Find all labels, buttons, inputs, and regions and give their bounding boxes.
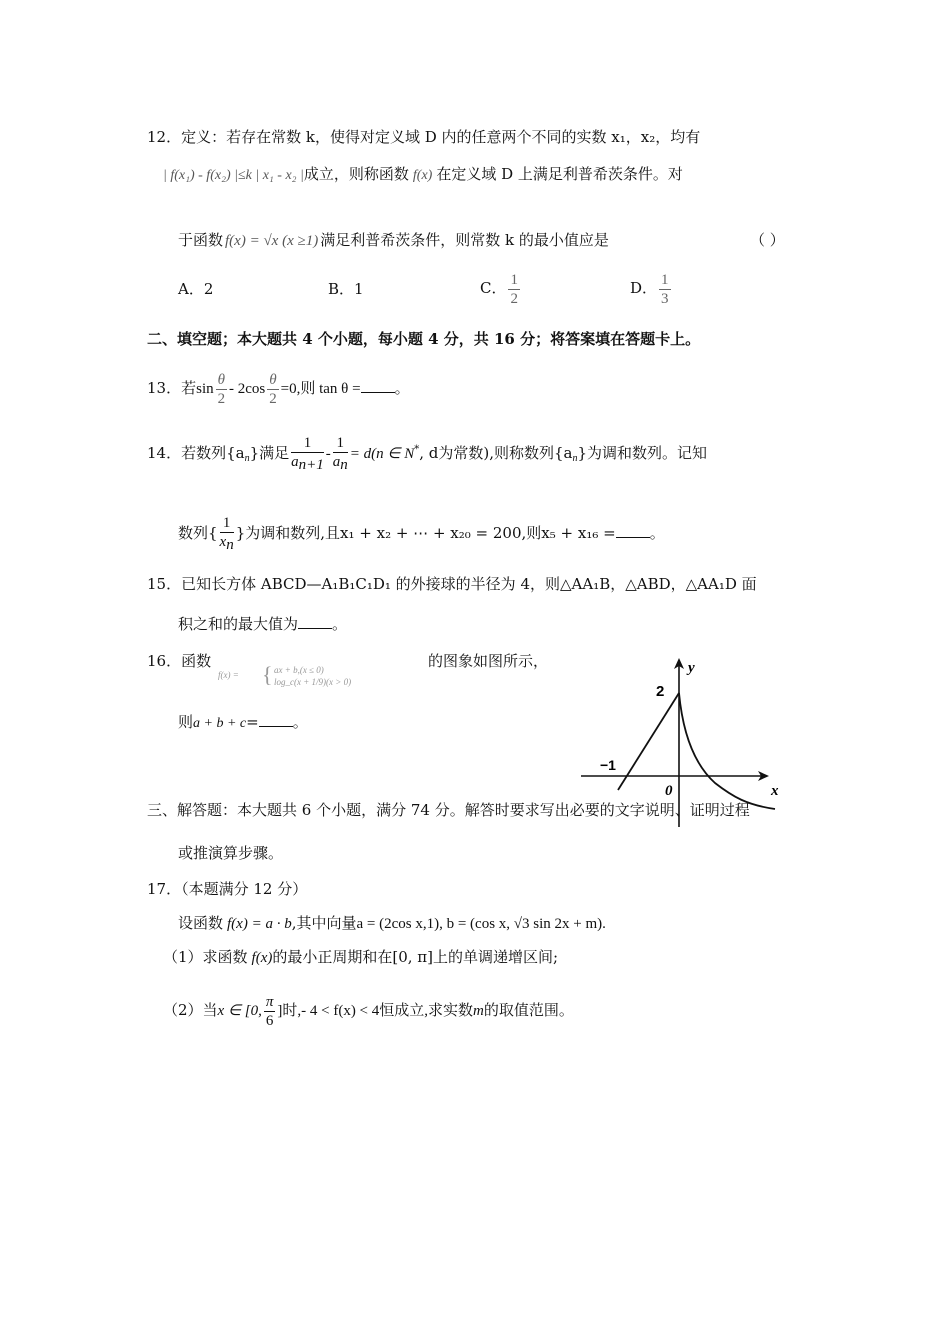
q13-end: =0,则 tan θ = bbox=[280, 381, 361, 397]
q16-line1 bbox=[147, 650, 211, 672]
q12-line1 bbox=[147, 126, 700, 148]
q16-piecewise bbox=[218, 664, 418, 690]
q13-text-a: 若 bbox=[181, 379, 197, 397]
q17-p2-a: （2）当 bbox=[163, 1001, 218, 1019]
q15-line2 bbox=[178, 613, 347, 635]
q12-text-3a: 于函数 bbox=[178, 231, 224, 249]
q17-p2-b: ]时,- 4 < f(x) < 4恒成立,求实数 bbox=[277, 1003, 474, 1019]
q14-text-l2b: }为调和数列,且x₁ + x₂ + ⋯ + x₂₀ = 200,则x₅ + x₁₆ = bbox=[235, 524, 616, 542]
q14-text-e: }为调和数列。记知 bbox=[577, 444, 708, 462]
q15-tail: 。 bbox=[332, 615, 348, 633]
q17-part2 bbox=[163, 988, 574, 1033]
q12-answer-paren: （ ） bbox=[750, 231, 785, 249]
graph-y-tick-2: 2 bbox=[656, 683, 665, 700]
q13-two-2: 2 bbox=[269, 390, 277, 407]
q12-text-1: 定义：若存在常数 k，使得对定义域 D 内的任意两个不同的实数 x₁，x₂，均有 bbox=[181, 128, 701, 146]
q12-number: 12． bbox=[147, 128, 182, 146]
q14-text-l2a: 数列{ bbox=[178, 524, 218, 542]
q13-sin: sin bbox=[196, 381, 214, 397]
q14-tail: 。 bbox=[649, 524, 665, 542]
q14-x-sub: n bbox=[226, 537, 234, 553]
section-2-heading: 二、填空题；本大题共 4 个小题，每小题 4 分，共 16 分；将答案填在答题卡上。 bbox=[147, 330, 701, 348]
q15-answer-blank[interactable] bbox=[298, 614, 332, 629]
q14-frac-2 bbox=[333, 434, 348, 474]
q16-answer-blank[interactable] bbox=[259, 712, 293, 727]
graph-log-piece bbox=[679, 693, 775, 809]
q12-c-numerator: 1 bbox=[510, 271, 518, 288]
q17-points: （本题满分 12 分） bbox=[181, 880, 308, 898]
q16-sum: a + b + c bbox=[193, 716, 247, 731]
q14-frac-1 bbox=[291, 434, 324, 474]
q14-den-1 bbox=[291, 453, 324, 474]
q12-fx: f(x) bbox=[412, 168, 433, 183]
q14-frac-x bbox=[220, 514, 234, 554]
q13-line bbox=[147, 366, 410, 411]
q16-text-l2a: 则 bbox=[178, 713, 194, 731]
q17-p1-b: 的最小正周期和在[0, π]上的单调递增区间; bbox=[272, 948, 559, 966]
q14-den1-sub: n+1 bbox=[298, 457, 324, 473]
q12-option-c-label: C． bbox=[480, 279, 507, 297]
q16-line2 bbox=[178, 711, 308, 735]
q15-text-2: 积之和的最大值为 bbox=[178, 615, 299, 633]
q13-tail: 。 bbox=[394, 379, 410, 397]
q14-den-2 bbox=[333, 453, 348, 474]
q17-text-a: 设函数 bbox=[178, 914, 224, 932]
q14-xn bbox=[220, 533, 234, 554]
q16-text-a: 函数 bbox=[181, 652, 212, 670]
q14-text-a: 若数列{a bbox=[181, 444, 245, 462]
q16-text-b: 的图象如图所示， bbox=[428, 652, 549, 670]
q17-pi: π bbox=[265, 993, 274, 1010]
q17-p2-x: x ∈ [0, bbox=[217, 1003, 262, 1019]
q14-answer-blank[interactable] bbox=[616, 523, 650, 538]
q16-brace: { bbox=[262, 662, 273, 687]
q15-number: 15． bbox=[147, 575, 182, 593]
q14-one-2: 1 bbox=[333, 434, 348, 453]
q15-line1 bbox=[147, 573, 757, 595]
q16-number: 16． bbox=[147, 652, 182, 670]
q16-f-lhs: f(x) = bbox=[218, 670, 239, 680]
q13-number: 13． bbox=[147, 379, 182, 397]
q17-p2-m: m bbox=[473, 1003, 484, 1019]
q15-text-1: 已知长方体 ABCD—A₁B₁C₁D₁ 的外接球的半径为 4，则△AA₁B，△ABD，△AA₁D 面 bbox=[181, 575, 757, 593]
q13-frac-2 bbox=[267, 371, 278, 408]
q13-mid: - 2cos bbox=[229, 381, 266, 397]
q16-tail: 。 bbox=[292, 713, 308, 731]
q17-text-b: ,其中向量 bbox=[291, 914, 357, 932]
q12-d-denominator: 3 bbox=[661, 290, 669, 307]
q12-option-d bbox=[630, 268, 673, 308]
q13-answer-blank[interactable] bbox=[361, 378, 395, 393]
q14-one-3: 1 bbox=[220, 514, 234, 533]
q12-option-d-label: D． bbox=[630, 279, 658, 297]
q14-den2-a: a bbox=[332, 454, 341, 470]
q14-minus: - bbox=[325, 446, 331, 462]
q12-option-b: B．1 bbox=[328, 280, 364, 298]
q16-case-1: ax + b,(x ≤ 0) bbox=[274, 665, 324, 675]
q17-pi-over-6 bbox=[264, 993, 276, 1030]
graph-y-label: y bbox=[688, 660, 695, 676]
q14-text-d: , d为常数),则称数列{a bbox=[419, 444, 573, 462]
q17-six: 6 bbox=[265, 1012, 274, 1029]
q14-star: * bbox=[414, 444, 420, 455]
section-3-line2: 或推演算步骤。 bbox=[178, 844, 284, 862]
q16-eq: = bbox=[246, 713, 259, 731]
q17-p1-fx: f(x) bbox=[251, 950, 273, 966]
q14-a-sub: n bbox=[244, 453, 250, 464]
q14-a-sub-2: n bbox=[572, 453, 578, 464]
q12-function: f(x) = √x (x ≥1) bbox=[225, 233, 319, 249]
q14-den1-a: a bbox=[291, 454, 299, 470]
q12-text-2b: 在定义域 D 上满足利普希茨条件。对 bbox=[436, 165, 683, 183]
q14-line1 bbox=[147, 427, 707, 482]
q14-x: x bbox=[219, 534, 227, 550]
q13-theta-1: θ bbox=[217, 371, 225, 388]
q13-two-1: 2 bbox=[217, 390, 226, 407]
section-3-line1: 三、解答题：本大题共 6 个小题，满分 74 分。解答时要求写出必要的文字说明、证明过程 bbox=[147, 801, 750, 819]
q12-text-3b: 满足利普希茨条件，则常数 k 的最小值应是 bbox=[320, 231, 609, 249]
q14-line2 bbox=[178, 510, 665, 556]
q17-p1-a: （1）求函数 bbox=[163, 948, 248, 966]
graph-origin: 0 bbox=[665, 783, 673, 799]
q17-number: 17． bbox=[147, 880, 182, 898]
q14-number: 14． bbox=[147, 444, 182, 462]
q12-option-d-fraction bbox=[659, 271, 671, 308]
q14-text-c: = d(n ∈ N bbox=[349, 446, 415, 462]
q17-fx-def: f(x) = a · b bbox=[227, 916, 292, 932]
q14-text-b: }满足 bbox=[249, 444, 290, 462]
graph-x-tick-neg1: −1 bbox=[600, 757, 616, 773]
q17-vectors: a = (2cos x,1), b = (cos x, √3 sin 2x + m). bbox=[356, 916, 606, 932]
graph-x-label: x bbox=[771, 783, 779, 799]
q12-c-denominator: 2 bbox=[510, 290, 518, 307]
q14-den2-sub: n bbox=[340, 457, 348, 473]
q17-p2-d: 的取值范围。 bbox=[483, 1001, 574, 1019]
q17-given bbox=[178, 912, 606, 935]
q12-line2 bbox=[163, 163, 683, 187]
q12-d-numerator: 1 bbox=[661, 271, 669, 288]
q13-frac-1 bbox=[216, 371, 227, 408]
q14-one-1: 1 bbox=[291, 434, 324, 453]
q12-option-c bbox=[480, 268, 522, 308]
q16-case-2: log_c(x + 1/9)(x > 0) bbox=[274, 677, 352, 687]
q12-text-2a: 成立，则称函数 bbox=[303, 165, 409, 183]
q17-part1 bbox=[163, 946, 558, 969]
q12-line3 bbox=[178, 229, 609, 252]
q17-heading bbox=[147, 878, 307, 900]
q12-option-a: A．2 bbox=[178, 280, 214, 298]
q13-theta-2: θ bbox=[269, 371, 277, 388]
q12-lipschitz-condition: | f(x₁) - f(x₂) |≤k | x₁ - x₂ | bbox=[163, 168, 304, 183]
q12-option-c-fraction bbox=[508, 271, 520, 308]
